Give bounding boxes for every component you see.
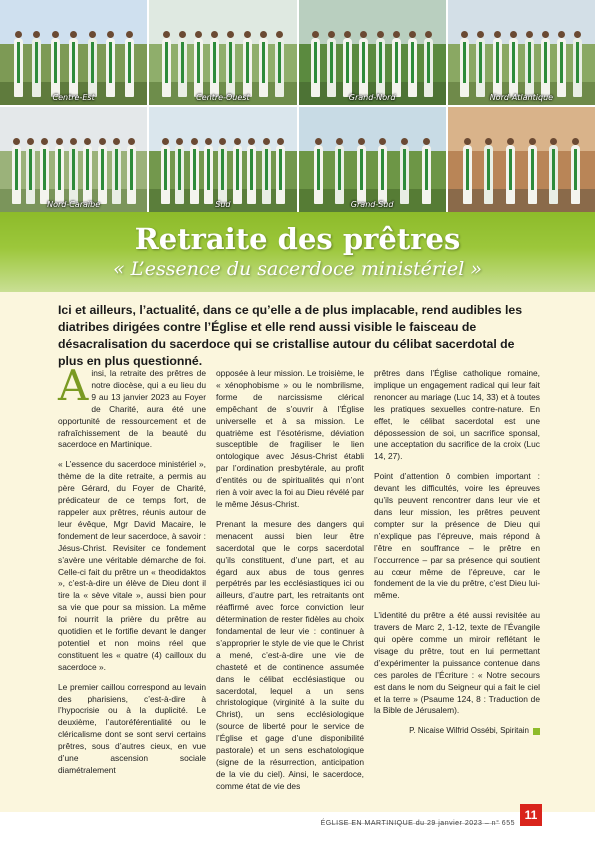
page-footer [0,812,595,842]
group-photo [299,107,446,212]
group-photo [0,107,147,212]
column-1 [58,361,206,785]
drop-cap: A [58,361,89,410]
article-lede: Ici et ailleurs, l’actualité, dans ce qu’elle a de plus implacable, rend audibles les diatribes dirigées contre l’Église et elle rend aussi visible le faisceau de désacralisation du sacerdoce qui se cristallise autour du célibat sacerdotal de plus en plus questionné. [58,303,523,368]
photo-caption: Centre-Ouest [196,93,250,102]
paragraph: L’identité du prêtre a été aussi revisitée au travers de Marc 2, 1-12, texte de l’Évangile qui opère comme un miroir reflétant le visage du prêtre, tout en lui permettant d’expérimenter la puissance contenue dans ces paroles de l’Écriture : « Notre secours est dans le nom du Seigneur qui a fait le ciel et la terre » (Psaume 124, 8 : Traduction de la Bible de Jérusalem). [374,610,540,716]
column-3 [374,368,540,737]
paragraph: « L’essence du sacerdoce ministériel », thème de la dite retraite, a permis au père Gérard, du Foyer de Charité, prédicateur de ce temps fort, de rappeler aux prêtres, réunis autour de leur évêque, Mgr David Macaire, le fondement de leur sacerdoce, à savoir : Jésus-Christ. Revisiter ce fondement s’avère une véritable démarche de foi. Celle-ci fait du prêtre un « theodidaktos », c’est-à-dire un élève de Dieu dont il tire la « sève vitale », aussi bien pour sa vie que pour sa mission. La même foi nourrit la prière du prêtre au quotidien et le fortifie devant le danger potentiel et non moins réel que constituent les « quatre (4) cailloux du sacerdoce ». [58,459,206,672]
photo-grid [0,0,595,212]
paragraph: opposée à leur mission. Le troisième, le « xénophobisme » ou le nombrilisme, forme de narcissisme clérical empêchant de s’ouvrir à l’Église universelle et à sa mission. Le quatrième est l’ésotérisme, déviation susceptible de fragiliser le lien ontologique avec Jésus-Christ établi par l’ordination presbytérale, au profit d’entités ou de spiritualités qui n’ont rien à voir avec la foi au Dieu révélé par le même Jésus-Christ. [216,368,364,509]
photo-caption: Nord-Caraïbe [47,200,101,209]
photo-caption: Grand-Nord [348,93,396,102]
article-title: Retraite des prêtres [134,222,461,256]
paragraph: Prenant la mesure des dangers qui menacent aussi bien leur être sacerdotal que le corps sacerdotal qu’ils constituent, d’une part, et au égard aux abus de tous genres perpétrés par les ecclésiastiques ici ou ailleurs, d’autre part, les retraitants ont réaffirmé avec force conviction leur détermination de rester fidèles au choix fondamental de leur vie : continuer à s’approprier le style de vie que le Christ a mené, c’est-à-dire une vie de chasteté et de continence assumée dans le célibat ecclésiastique ou sacerdotal, lequel a un sens christologique (virginité à la suite du Christ), un sens ecclésiologique (source de liberté pour le service de l’Église et gage d’une disponibilité pastorale) et un sens eschatologique (signe de la résurrection, anticipation de la vie du ciel). Ainsi, le sacerdoce, comme état de vie des [216,518,364,791]
photo-caption: Sud [215,200,231,209]
group-photo [149,0,296,105]
article-subtitle: « L’essence du sacerdoce ministériel » [112,258,483,280]
paragraph: prêtres dans l’Église catholique romaine, implique un engagement radical qui leur fait renoncer au mariage (Luc 14, 33) et à toutes les pratiques sexuelles contre-nature. En effet, le célibat sacerdotal est une dépossession de soi, un sacrifice sponsal, une acceptation du sacrifice de la croix (Luc 14, 27). [374,368,540,462]
paragraph: Le premier caillou correspond au levain des pharisiens, c’est-à-dire à l’hypocrisie ou à la duplicité. Le deuxième, l’autoréférentialité ou le cléricalisme dont se sont servi certains prêtres, sous d’autres cieux, en vue d’une ascension sociale diamétralement [58,681,206,775]
page-number: 11 [520,804,542,826]
group-photo [448,0,595,105]
group-photo [149,107,296,212]
column-2 [216,368,364,801]
author-signature: P. Nicaise Wilfrid Ossébi, Spiritain [374,725,540,737]
group-photo [299,0,446,105]
paragraph: Point d’attention ô combien important : devant les difficultés, voire les épreuves qu’ils peuvent rencontrer dans leur vie et dans leur mission, les prêtres peuvent compter sur la présence de Dieu qui n’explique pas l’épreuve, mais répond à l’être en souffrance – le prêtre en l’occurrence – par sa présence qui soutient au cœur même de l’épreuve, car le fondement de la vie du prêtre, c’est Dieu lui-même. [374,471,540,601]
photo-caption: Nord-Atlantique [489,93,554,102]
group-photo [448,107,595,212]
photo-caption: Grand-Sud [350,200,394,209]
publication-info: ÉGLISE EN MARTINIQUE du 29 janvier 2023 – n° 655 [320,820,515,827]
paragraph: Ainsi, la retraite des prêtres de notre diocèse, qui a eu lieu du 9 au 13 janvier 2023 au Foyer de Charité, aura été une opportunité de ressourcement et de rafraîchissement de la beauté du sacerdoce en Martinique. [58,361,206,450]
end-mark-icon [533,728,540,735]
group-photo [0,0,147,105]
photo-caption: Centre-Est [52,93,95,102]
